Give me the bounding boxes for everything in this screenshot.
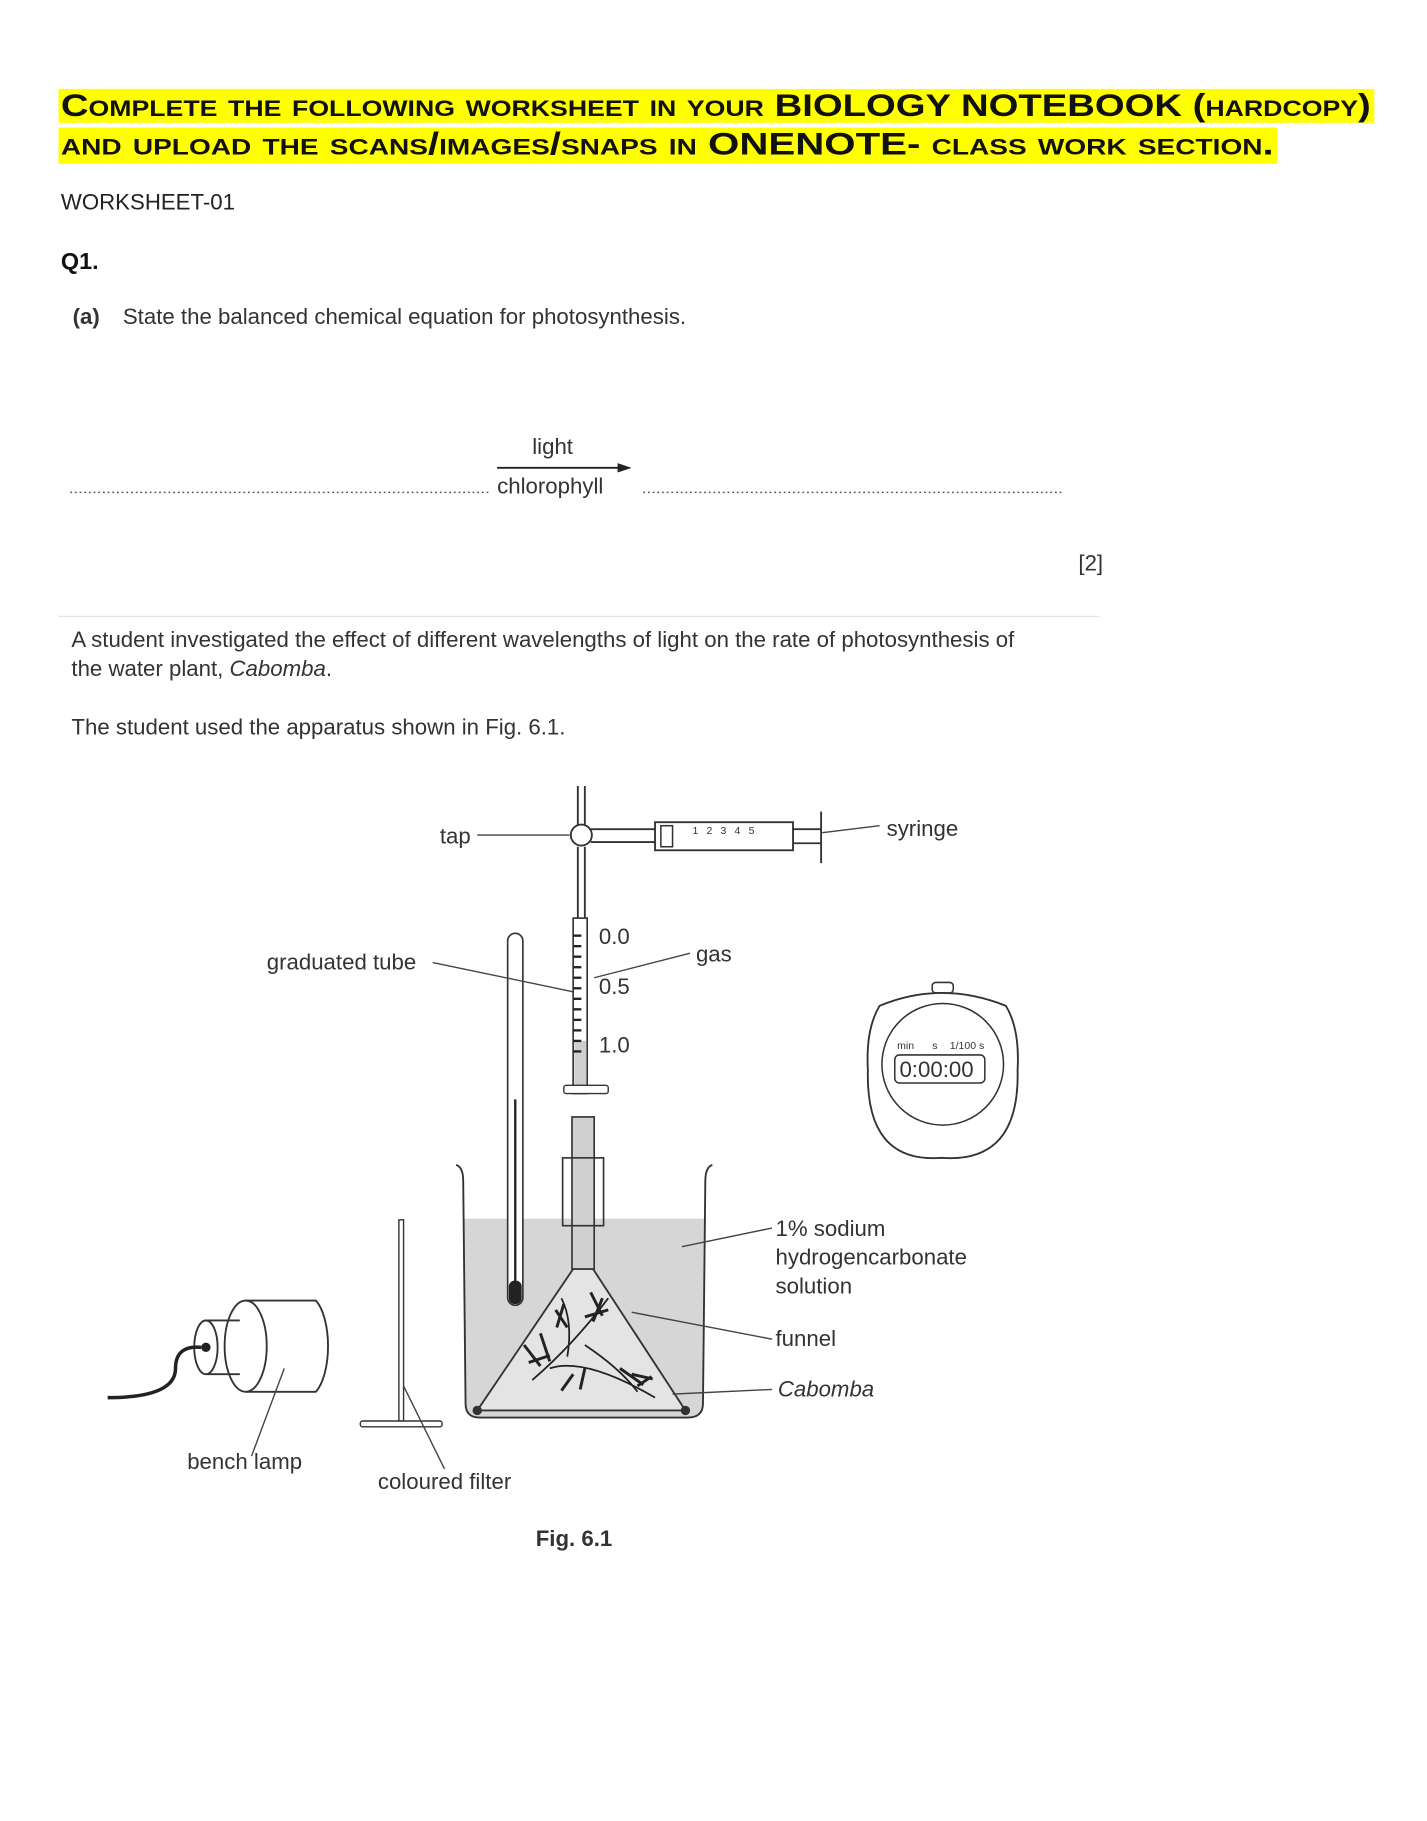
coloured-filter xyxy=(360,1220,442,1427)
intro-line-2: the water plant, Cabomba. xyxy=(71,656,333,682)
question-number: Q1. xyxy=(60,247,99,274)
label-sodium-3: solution xyxy=(775,1273,853,1299)
arrow-label-chlorophyll: chlorophyll xyxy=(497,473,604,499)
header-line-2: and upload the scans/images/snaps in ONENOTE- class work section. xyxy=(60,125,1274,162)
scale-0-0: 0.0 xyxy=(598,923,630,949)
syringe-mark-2: 2 xyxy=(706,824,713,837)
apparatus-diagram xyxy=(108,786,1018,1551)
part-a-label: (a) xyxy=(72,303,100,329)
label-cabomba: Cabomba xyxy=(777,1376,875,1402)
side-arm xyxy=(591,829,655,842)
label-bench-lamp: bench lamp xyxy=(187,1448,303,1474)
label-tap: tap xyxy=(439,823,471,849)
label-coloured-filter: coloured filter xyxy=(377,1468,512,1494)
label-sodium-2: hydrogencarbonate xyxy=(775,1244,967,1270)
stopwatch-display: 0:00:00 xyxy=(899,1057,974,1083)
tube-liquid xyxy=(574,1041,586,1092)
scale-1-0: 1.0 xyxy=(598,1032,630,1058)
thermometer-bulb xyxy=(509,1281,522,1304)
label-gas: gas xyxy=(695,941,732,967)
syringe-mark-3: 3 xyxy=(720,824,727,837)
label-syringe: syringe xyxy=(886,816,959,842)
label-funnel: funnel xyxy=(775,1326,837,1352)
marks: [2] xyxy=(1078,550,1104,576)
syringe-plunger[interactable] xyxy=(793,812,821,863)
apparatus-text: The student used the apparatus shown in Fig. 6.1. xyxy=(71,714,566,740)
funnel-foot-right xyxy=(681,1406,690,1415)
stopwatch xyxy=(868,982,1018,1158)
label-graduated-tube: graduated tube xyxy=(266,949,417,975)
label-sodium-1: 1% sodium xyxy=(775,1216,886,1242)
upper-tube xyxy=(578,786,585,918)
syringe-mark-4: 4 xyxy=(734,824,741,837)
intro-line-1: A student investigated the effect of different wavelengths of light on the rate of photosynthesis of xyxy=(71,626,1015,652)
funnel-foot-left xyxy=(473,1406,482,1415)
tube-collar xyxy=(564,1085,608,1093)
tap[interactable] xyxy=(571,825,592,846)
stopwatch-min-label: min xyxy=(897,1040,915,1053)
worksheet-label: WORKSHEET-01 xyxy=(60,189,235,215)
figure-caption: Fig. 6.1 xyxy=(535,1526,613,1552)
syringe-mark-1: 1 xyxy=(692,824,699,837)
scale-0-5: 0.5 xyxy=(598,974,630,1000)
part-a-text: State the balanced chemical equation for photosynthesis. xyxy=(122,303,687,329)
arrow-label-light: light xyxy=(532,433,573,459)
arrow-head-icon xyxy=(618,463,632,472)
bench-lamp xyxy=(108,1301,328,1398)
header-line-1: Complete the following worksheet in your BIOLOGY NOTEBOOK (hardcopy) xyxy=(60,86,1371,123)
funnel-stem xyxy=(572,1117,594,1269)
stopwatch-hundredths-label: 1/100 s xyxy=(949,1040,985,1053)
stopwatch-s-label: s xyxy=(932,1040,938,1053)
syringe-mark-5: 5 xyxy=(748,824,755,837)
